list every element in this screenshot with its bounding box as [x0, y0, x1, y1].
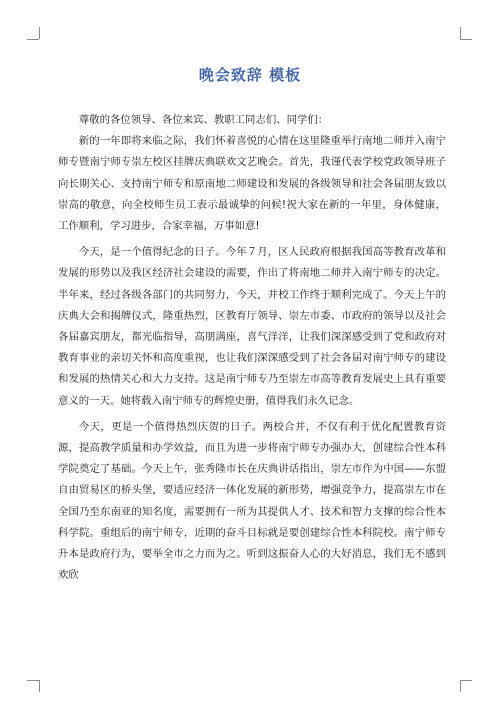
salutation: 尊敬的各位领导、各位来宾、教职工同志们、同学们： — [78, 114, 329, 126]
paragraph-3: 今天，更是一个值得热烈庆贺的日子。两校合并，不仅有利于优化配置教育资源，提高教学质量和办学效益，而且为进一步将南宁师专办强办大，创建综合性本科学院奠定了基础。今天上午，张秀隆市长在庆典讲话指出，崇左市作为中国——东盟自由贸易区的桥头堡，要适应经济一体化发展的新形势，增强竞争力，提高崇左市在全国乃至东南亚的知名度，需要拥有一所为其提供人才、技术和智力支撑的综合性本科学院。重组后的南宁师专，近期的奋斗目标就是要创建综合性本科院校。南宁师专升本是政府行为，要举全市之力而为之。听到这振奋人心的大好消息，我们无不感到欢欣 — [58, 420, 446, 582]
crop-mark-top-right-h — [460, 39, 472, 40]
document-body — [58, 110, 446, 591]
paragraph-2: 今天，是一个值得纪念的日子。今年７月，区人民政府根据我国高等教育改革和发展的形势以及我区经济社会建设的需要，作出了将南地二师并入南宁师专的决定。半年来，经过各级各部门的共同努力，今天，并校工作终于顺利完成了。今天上午的庆典大会和揭牌仪式，隆重热烈，区教育厅领导、崇左市委、市政府的领导以及社会各届嘉宾朋友，都光临指导，高朋满座，喜气洋洋，让我们深深感受到了党和政府对教育事业的亲切关怀和高度重视，也让我们深深感受到了社会各届对南宁师专的建设和发展的热情关心和大力支持。这是南宁师专乃至崇左市高等教育发展史上具有重要意义的一天。她将载入南宁师专的辉煌史册，值得我们永久记念。 — [58, 246, 446, 407]
crop-mark-top-left-v — [39, 27, 40, 39]
crop-mark-top-right-v — [460, 27, 461, 39]
crop-mark-bottom-right-v — [460, 680, 461, 692]
crop-mark-bottom-left-v — [39, 680, 40, 692]
paragraph-1: 新的一年即将来临之际，我们怀着喜悦的心情在这里隆重举行南地二师并入南宁师专暨南宁师专崇左校区挂牌庆典联欢文艺晚会。首先，我谨代表学校党政领导班子向长期关心、支持南宁师专和原南地二师建设和发展的各级领导和社会各届朋友致以崇高的敬意，向全校师生员工表示最诚挚的问候!祝大家在新的一年里，身体健康，工作顺利，学习进步，合家幸福，万事如意! — [58, 135, 446, 233]
crop-mark-bottom-left-h — [27, 680, 39, 681]
crop-mark-top-left-h — [27, 39, 39, 40]
document-title: 晚会致辞 模板 — [198, 66, 302, 84]
crop-mark-bottom-right-h — [460, 680, 472, 681]
